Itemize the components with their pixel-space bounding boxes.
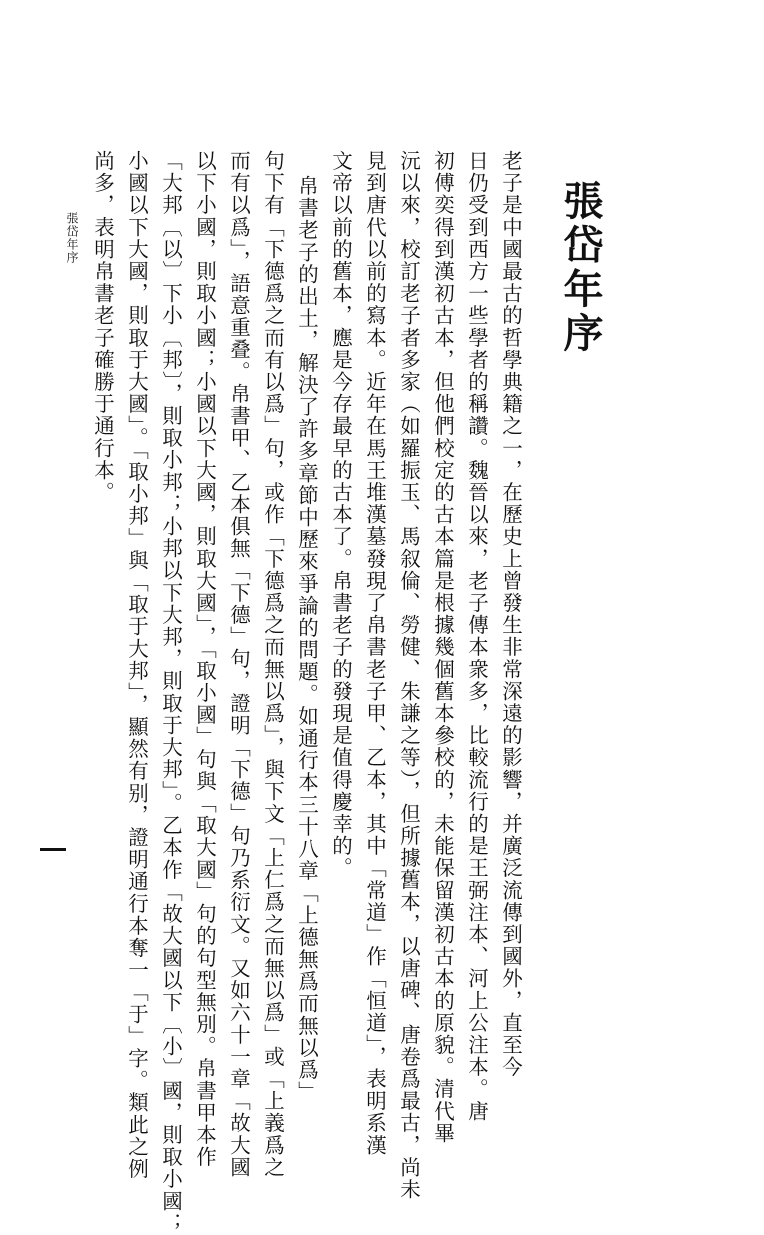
text-column: 以下小國，則取小國；小國以下大國，則取大國」，「取小國」句與「取大國」句的句型無別。帛書甲本作 xyxy=(192,150,217,1169)
text-column: 尚多，表明帛書老子確勝于通行本。 xyxy=(90,150,115,504)
text-column: 帛書老子的出土，解決了許多章節中歷來爭論的問題。如通行本三十八章「上德無爲而無以爲」 xyxy=(294,175,319,1104)
text-column: 老子是中國最古的哲學典籍之一，在歷史上曾發生非常深遠的影響，并廣泛流傳到國外，直至今 xyxy=(498,150,523,1079)
page-number xyxy=(40,848,66,851)
text-column: 見到唐代以前的寫本。近年在馬王堆漢墓發現了帛書老子甲、乙本，其中「常道」作「恒道」，表明系漢 xyxy=(362,150,387,1157)
text-column: 日仍受到西方一些學者的稱讚。魏晉以來，老子傳本衆多，比較流行的是王弼注本、河上公注本。唐 xyxy=(464,150,489,1123)
text-column: 而有以爲」，語意重叠。帛書甲、乙本俱無「下德」句，證明「下德」句乃系衍文。又如六十一章「故大國 xyxy=(226,150,251,1179)
text-column: 文帝以前的舊本，應是今存最早的古本了。帛書老子的發現是值得慶幸的。 xyxy=(328,150,353,880)
text-column: 句下有「下德爲之而有以爲」句，或作「下德爲之而無以爲」，與下文「上仁爲之而無以爲」或「上義爲之 xyxy=(260,150,285,1179)
text-column: 「大邦〔以〕下小〔邦〕，則取小邦；小邦以下大邦，則取于大邦」。乙本作「故大國以下〔小〕國，則取小國； xyxy=(158,150,183,1235)
running-header: 張岱年序 xyxy=(65,212,79,264)
text-column: 沅以來，校訂老子者多家（如羅振玉、馬叙倫、勞健、朱謙之等），但所據舊本，以唐碑、唐卷爲最古，尚未 xyxy=(396,150,421,1201)
text-column: 小國以下大國，則取于大國」。「取小邦」與「取于大邦」，顯然有别，證明通行本奪一「于」字。類此之例 xyxy=(124,150,149,1181)
page-title: 張岱年序 xyxy=(557,180,604,356)
text-column: 初傅奕得到漢初古本，但他們校定的古本篇是根據幾個舊本參校的，未能保留漢初古本的原貌。清代畢 xyxy=(430,150,455,1145)
